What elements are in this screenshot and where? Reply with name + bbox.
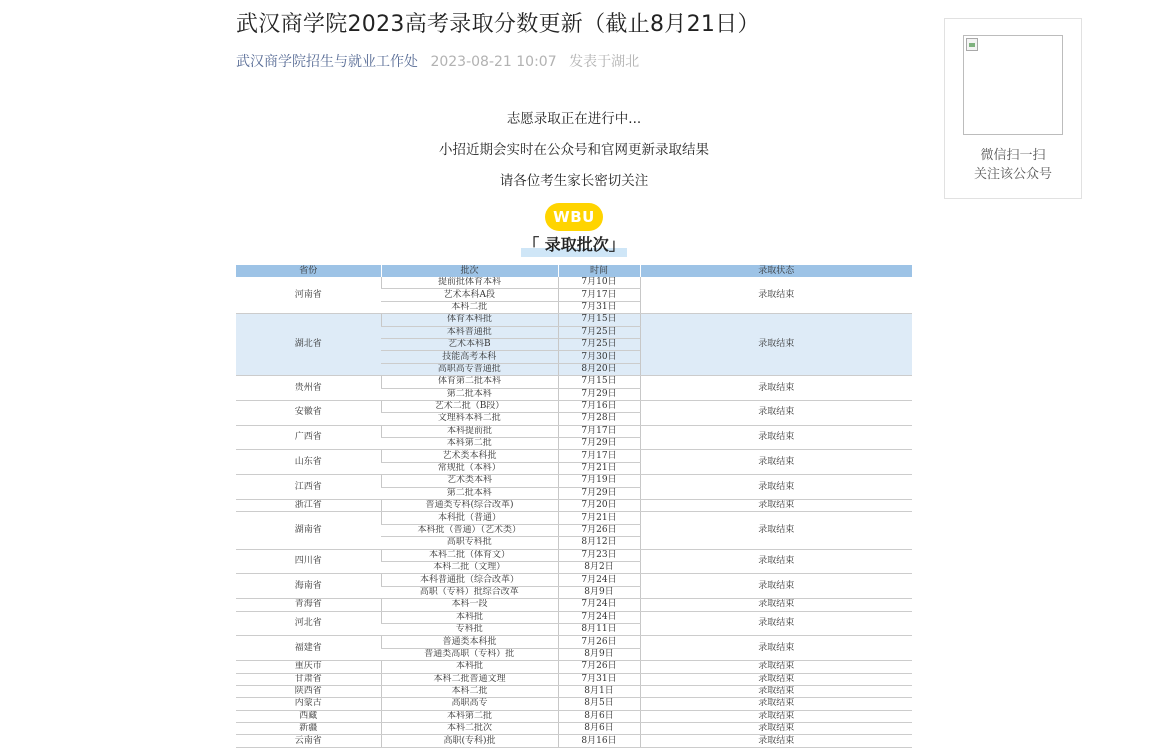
qr-scan-text: 微信扫一扫 [980, 148, 1046, 163]
header-batch: 批次 [381, 265, 558, 277]
batch-cell: 本科批（普通）（艺术类） [381, 524, 558, 536]
batch-cell: 本科提前批 [381, 425, 558, 437]
date-cell: 7月25日 [558, 338, 640, 350]
batch-cell: 普通类高职（专科）批 [381, 648, 558, 660]
date-cell: 7月29日 [558, 388, 640, 400]
batch-cell: 本科批 [381, 661, 558, 673]
province-cell: 浙江省 [236, 500, 381, 512]
batch-cell: 普通类专科(综合改革) [381, 500, 558, 512]
status-cell: 录取结束 [640, 735, 912, 747]
batch-cell: 本科二批次 [381, 723, 558, 735]
province-cell: 福建省 [236, 636, 381, 661]
status-cell: 录取结束 [640, 636, 912, 661]
batch-cell: 专科批 [381, 623, 558, 635]
batch-cell: 常规批（本科） [381, 462, 558, 474]
account-name-link[interactable]: 武汉商学院招生与就业工作处 [236, 54, 418, 70]
batch-cell: 本科第二批 [381, 438, 558, 450]
date-cell: 7月17日 [558, 425, 640, 437]
batch-cell: 第二批本科 [381, 388, 558, 400]
province-cell: 河北省 [236, 611, 381, 636]
batch-cell: 本科二批（文理） [381, 561, 558, 573]
date-cell: 7月15日 [558, 376, 640, 388]
date-cell: 7月15日 [558, 314, 640, 326]
publish-location: 发表于湖北 [569, 54, 640, 70]
date-cell: 7月17日 [558, 450, 640, 462]
date-cell: 8月12日 [558, 537, 640, 549]
broken-image-icon [966, 38, 978, 51]
province-cell: 陕西省 [236, 685, 381, 697]
batch-cell: 高职高专普通批 [381, 363, 558, 375]
date-cell: 7月10日 [558, 277, 640, 289]
status-cell: 录取结束 [640, 661, 912, 673]
status-cell: 录取结束 [640, 314, 912, 376]
date-cell: 7月26日 [558, 636, 640, 648]
province-cell: 安徽省 [236, 400, 381, 425]
date-cell: 7月21日 [558, 512, 640, 524]
status-cell: 录取结束 [640, 574, 912, 599]
batch-cell: 体育本科批 [381, 314, 558, 326]
date-cell: 7月28日 [558, 413, 640, 425]
article-meta [236, 52, 912, 72]
province-cell: 海南省 [236, 574, 381, 599]
province-cell: 新疆 [236, 723, 381, 735]
province-cell: 江西省 [236, 475, 381, 500]
header-date: 时间 [558, 265, 640, 277]
province-cell: 湖南省 [236, 512, 381, 549]
date-cell: 7月21日 [558, 462, 640, 474]
table-row [236, 549, 912, 561]
table-row [236, 723, 912, 735]
batch-cell: 本科二批普通文理 [381, 673, 558, 685]
date-cell: 8月2日 [558, 561, 640, 573]
header-province: 省份 [236, 265, 381, 277]
table-row [236, 277, 912, 289]
date-cell: 7月30日 [558, 351, 640, 363]
status-cell: 录取结束 [640, 710, 912, 722]
table-row [236, 685, 912, 697]
province-cell: 河南省 [236, 277, 381, 314]
status-cell: 录取结束 [640, 685, 912, 697]
qr-code-image[interactable] [963, 35, 1063, 135]
wbu-badge: WBU [545, 203, 603, 231]
date-cell: 8月16日 [558, 735, 640, 747]
status-cell: 录取结束 [640, 611, 912, 636]
date-cell: 8月1日 [558, 685, 640, 697]
batch-cell: 本科第二批 [381, 710, 558, 722]
section-title: 「 录取批次」 [521, 233, 627, 257]
province-cell: 山东省 [236, 450, 381, 475]
batch-cell: 体育第二批本科 [381, 376, 558, 388]
date-cell: 7月16日 [558, 400, 640, 412]
header-status: 录取状态 [640, 265, 912, 277]
date-cell: 7月24日 [558, 611, 640, 623]
batch-cell: 高职专科批 [381, 537, 558, 549]
table-row [236, 475, 912, 487]
qr-code-panel [944, 18, 1082, 199]
batch-cell: 普通类本科批 [381, 636, 558, 648]
status-cell: 录取结束 [640, 475, 912, 500]
table-row [236, 710, 912, 722]
table-row [236, 450, 912, 462]
table-row [236, 376, 912, 388]
batch-cell: 高职（专科）批综合改革 [381, 586, 558, 598]
date-cell: 7月26日 [558, 524, 640, 536]
intro-lines [236, 110, 912, 190]
batch-cell: 本科二批 [381, 301, 558, 313]
date-cell: 7月29日 [558, 487, 640, 499]
table-header-row [236, 265, 912, 277]
batch-cell: 第二批本科 [381, 487, 558, 499]
batch-cell: 技能高考本科 [381, 351, 558, 363]
date-cell: 7月23日 [558, 549, 640, 561]
batch-cell: 本科批 [381, 611, 558, 623]
province-cell: 广西省 [236, 425, 381, 450]
batch-cell: 本科二批（体育文） [381, 549, 558, 561]
status-cell: 录取结束 [640, 512, 912, 549]
intro-line: 志愿录取正在进行中... [506, 111, 642, 127]
batch-cell: 本科普通批 [381, 326, 558, 338]
batch-cell: 本科普通批（综合改革） [381, 574, 558, 586]
date-cell: 7月24日 [558, 599, 640, 611]
table-row [236, 636, 912, 648]
table-row [236, 512, 912, 524]
date-cell: 8月20日 [558, 363, 640, 375]
date-cell: 7月17日 [558, 289, 640, 301]
date-cell: 7月31日 [558, 673, 640, 685]
intro-line: 请各位考生家长密切关注 [499, 173, 649, 189]
table-row [236, 735, 912, 747]
date-cell: 7月20日 [558, 500, 640, 512]
batch-cell: 高职高专 [381, 698, 558, 710]
table-row [236, 698, 912, 710]
table-row [236, 673, 912, 685]
status-cell: 录取结束 [640, 723, 912, 735]
table-body [236, 277, 912, 747]
province-cell: 贵州省 [236, 376, 381, 401]
status-cell: 录取结束 [640, 425, 912, 450]
table-row [236, 500, 912, 512]
province-cell: 重庆市 [236, 661, 381, 673]
date-cell: 7月26日 [558, 661, 640, 673]
batch-cell: 艺术类本科批 [381, 450, 558, 462]
status-cell: 录取结束 [640, 400, 912, 425]
admission-table [236, 265, 912, 748]
province-cell: 湖北省 [236, 314, 381, 376]
province-cell: 西藏 [236, 710, 381, 722]
province-cell: 云南省 [236, 735, 381, 747]
article-title: 武汉商学院2023高考录取分数更新（截止8月21日） [236, 12, 760, 37]
date-cell: 8月6日 [558, 710, 640, 722]
intro-line: 小招近期会实时在公众号和官网更新录取结果 [439, 142, 709, 158]
date-cell: 8月6日 [558, 723, 640, 735]
status-cell: 录取结束 [640, 698, 912, 710]
article [236, 0, 912, 748]
batch-cell: 艺术本科A段 [381, 289, 558, 301]
batch-cell: 文理科本科二批 [381, 413, 558, 425]
province-cell: 内蒙古 [236, 698, 381, 710]
date-cell: 7月29日 [558, 438, 640, 450]
publish-time: 2023-08-21 10:07 [430, 54, 557, 70]
batch-cell: 艺术二批（B段） [381, 400, 558, 412]
date-cell: 7月31日 [558, 301, 640, 313]
date-cell: 8月9日 [558, 648, 640, 660]
status-cell: 录取结束 [640, 376, 912, 401]
status-cell: 录取结束 [640, 599, 912, 611]
date-cell: 8月9日 [558, 586, 640, 598]
status-cell: 录取结束 [640, 500, 912, 512]
table-row [236, 400, 912, 412]
status-cell: 录取结束 [640, 277, 912, 314]
province-cell: 四川省 [236, 549, 381, 574]
status-cell: 录取结束 [640, 673, 912, 685]
table-row [236, 314, 912, 326]
date-cell: 7月24日 [558, 574, 640, 586]
province-cell: 甘肃省 [236, 673, 381, 685]
batch-cell: 提前批体育本科 [381, 277, 558, 289]
date-cell: 7月19日 [558, 475, 640, 487]
qr-follow-text: 关注该公众号 [973, 167, 1052, 182]
date-cell: 7月25日 [558, 326, 640, 338]
status-cell: 录取结束 [640, 549, 912, 574]
batch-cell: 本科二批 [381, 685, 558, 697]
batch-cell: 本科批（普通） [381, 512, 558, 524]
date-cell: 8月11日 [558, 623, 640, 635]
batch-cell: 本科一段 [381, 599, 558, 611]
date-cell: 8月5日 [558, 698, 640, 710]
province-cell: 青海省 [236, 599, 381, 611]
batch-cell: 艺术类本科 [381, 475, 558, 487]
table-row [236, 574, 912, 586]
table-row [236, 611, 912, 623]
batch-cell: 艺术本科B [381, 338, 558, 350]
table-row [236, 425, 912, 437]
table-row [236, 599, 912, 611]
status-cell: 录取结束 [640, 450, 912, 475]
batch-cell: 高职(专科)批 [381, 735, 558, 747]
table-row [236, 661, 912, 673]
